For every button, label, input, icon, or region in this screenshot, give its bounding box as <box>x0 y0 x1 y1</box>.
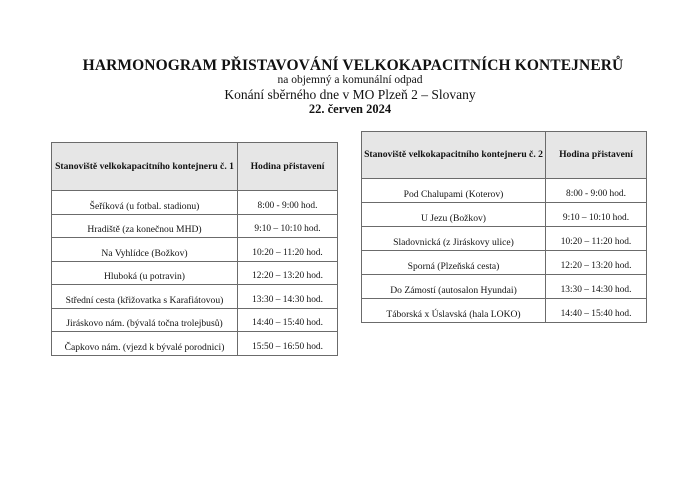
table-row <box>52 308 338 332</box>
table-header-row <box>52 143 338 191</box>
schedule-table-container-2 <box>361 131 647 323</box>
table-row <box>52 332 338 356</box>
schedule-table-container-1 <box>51 142 338 356</box>
table-header-row <box>362 132 647 179</box>
table-row <box>362 251 647 275</box>
table-row <box>362 179 647 203</box>
time-cell: 10:20 – 11:20 hod. <box>546 227 647 251</box>
location-cell: Sladovnická (z Jiráskovy ulice) <box>362 227 546 251</box>
table-row <box>52 285 338 309</box>
time-cell: 12:20 – 13:20 hod. <box>546 251 647 275</box>
location-cell: Pod Chalupami (Koterov) <box>362 179 546 203</box>
table-row <box>52 238 338 262</box>
event-date: 22. červen 2024 <box>308 102 392 116</box>
location-cell: Jiráskovo nám. (bývalá točna trolejbusů) <box>52 308 238 332</box>
time-cell: 14:40 – 15:40 hod. <box>546 299 647 323</box>
location-cell: Sporná (Plzeňská cesta) <box>362 251 546 275</box>
table-row <box>362 299 647 323</box>
location-cell: Táborská x Úslavská (hala LOKO) <box>362 299 546 323</box>
document-subtitle: na objemný a komunální odpad <box>277 74 423 86</box>
time-cell: 8:00 - 9:00 hod. <box>546 179 647 203</box>
table-row <box>362 227 647 251</box>
time-cell: 12:20 – 13:20 hod. <box>238 261 338 285</box>
column-header-location: Stanoviště velkokapacitního kontejneru č. 1 <box>52 143 238 191</box>
table-row <box>52 261 338 285</box>
time-cell: 10:20 – 11:20 hod. <box>238 238 338 262</box>
location-cell: U Jezu (Božkov) <box>362 203 546 227</box>
event-description: Konání sběrného dne v MO Plzeň 2 – Slovany <box>224 87 476 102</box>
location-cell: Na Vyhlídce (Božkov) <box>52 238 238 262</box>
location-cell: Hluboká (u potravin) <box>52 261 238 285</box>
location-cell: Do Zámostí (autosalon Hyundai) <box>362 275 546 299</box>
time-cell: 14:40 – 15:40 hod. <box>238 308 338 332</box>
time-cell: 9:10 – 10:10 hod. <box>546 203 647 227</box>
location-cell: Hradiště (za konečnou MHD) <box>52 214 238 238</box>
time-cell: 8:00 - 9:00 hod. <box>238 191 338 215</box>
time-cell: 9:10 – 10:10 hod. <box>238 214 338 238</box>
location-cell: Čapkovo nám. (vjezd k bývalé porodnici) <box>52 332 238 356</box>
table-row <box>52 191 338 215</box>
table-row <box>52 214 338 238</box>
location-cell: Šeříková (u fotbal. stadionu) <box>52 191 238 215</box>
column-header-time: Hodina přistavení <box>238 143 338 191</box>
column-header-time: Hodina přistavení <box>546 132 647 179</box>
document-heading <box>0 57 700 117</box>
column-header-location: Stanoviště velkokapacitního kontejneru č. 2 <box>362 132 546 179</box>
document-title: HARMONOGRAM PŘISTAVOVÁNÍ VELKOKAPACITNÍCH KONTEJNERŮ <box>82 57 624 74</box>
time-cell: 15:50 – 16:50 hod. <box>238 332 338 356</box>
table-row <box>362 203 647 227</box>
table-row <box>362 275 647 299</box>
time-cell: 13:30 – 14:30 hod. <box>546 275 647 299</box>
location-cell: Střední cesta (křižovatka s Karafiátovou) <box>52 285 238 309</box>
time-cell: 13:30 – 14:30 hod. <box>238 285 338 309</box>
